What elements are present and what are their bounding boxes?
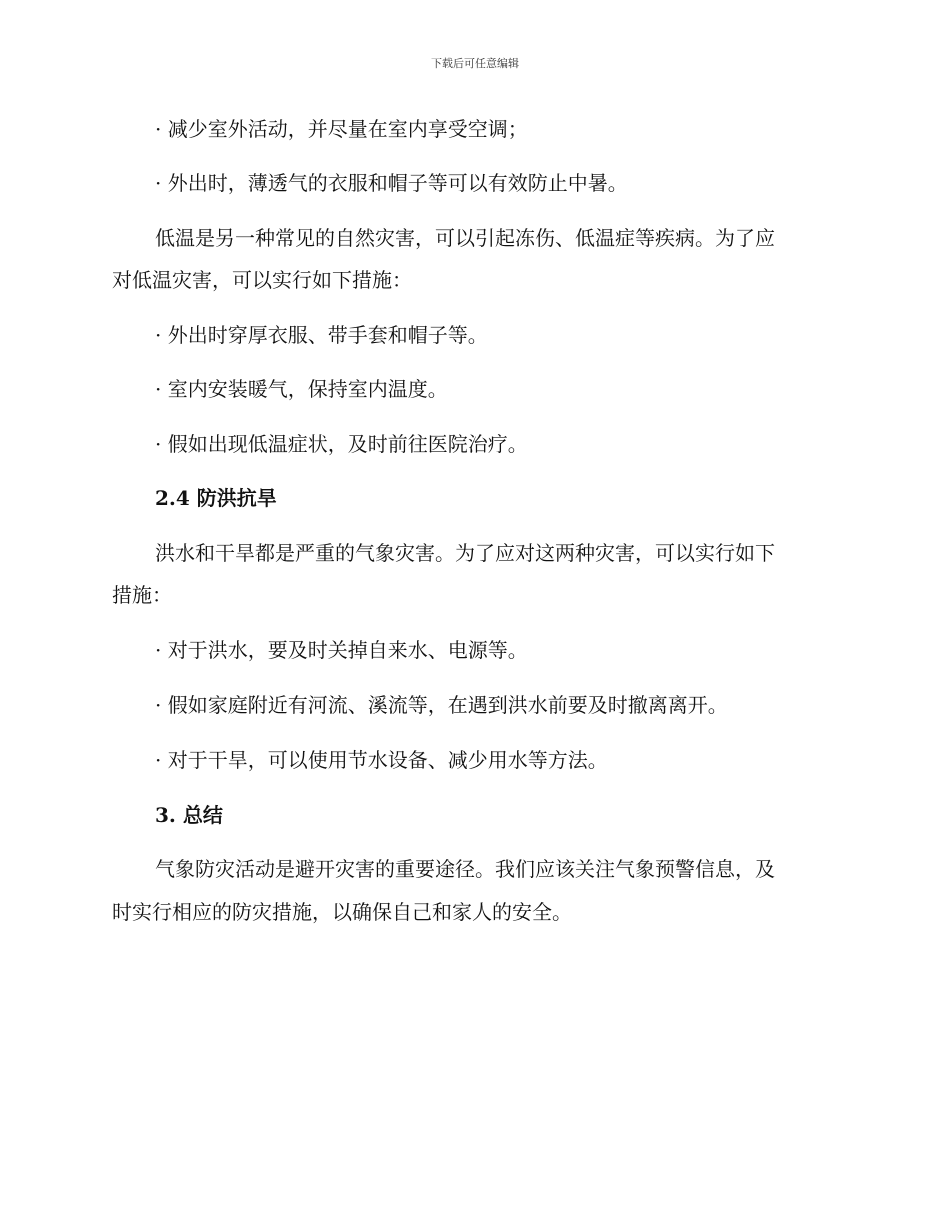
paragraph-low-temp-line1: 低温是另一种常见的自然灾害，可以引起冻伤、低温症等疾病。为了应 [155, 226, 775, 250]
section-heading-flood-drought: 2.4 防洪抗旱 [155, 486, 277, 510]
bullet-thick-clothes: · 外出时穿厚衣服、带手套和帽子等。 [155, 323, 488, 347]
paragraph-summary-line2: 时实行相应的防灾措施，以确保自己和家人的安全。 [112, 900, 572, 924]
section-heading-summary: 3. 总结 [155, 803, 223, 827]
bullet-flood-evacuate: · 假如家庭附近有河流、溪流等，在遇到洪水前要及时撤离离开。 [155, 693, 728, 717]
paragraph-low-temp-line2: 对低温灾害，可以实行如下措施： [112, 268, 412, 292]
bullet-breathable-clothes: · 外出时，薄透气的衣服和帽子等可以有效防止中暑。 [155, 171, 628, 195]
paragraph-flood-line2: 措施： [112, 583, 172, 607]
paragraph-flood-line1: 洪水和干旱都是严重的气象灾害。为了应对这两种灾害，可以实行如下 [155, 541, 775, 565]
bullet-flood-utilities: · 对于洪水，要及时关掉自来水、电源等。 [155, 638, 528, 662]
bullet-drought-save-water: · 对于干旱，可以使用节水设备、减少用水等方法。 [155, 748, 608, 772]
bullet-reduce-outdoor: · 减少室外活动，并尽量在室内享受空调； [155, 117, 528, 141]
bullet-hospital: · 假如出现低温症状，及时前往医院治疗。 [155, 432, 528, 456]
bullet-heating: · 室内安装暖气，保持室内温度。 [155, 377, 448, 401]
paragraph-summary-line1: 气象防灾活动是避开灾害的重要途径。我们应该关注气象预警信息，及 [155, 857, 775, 881]
page-header: 下载后可任意编辑 [431, 57, 519, 70]
